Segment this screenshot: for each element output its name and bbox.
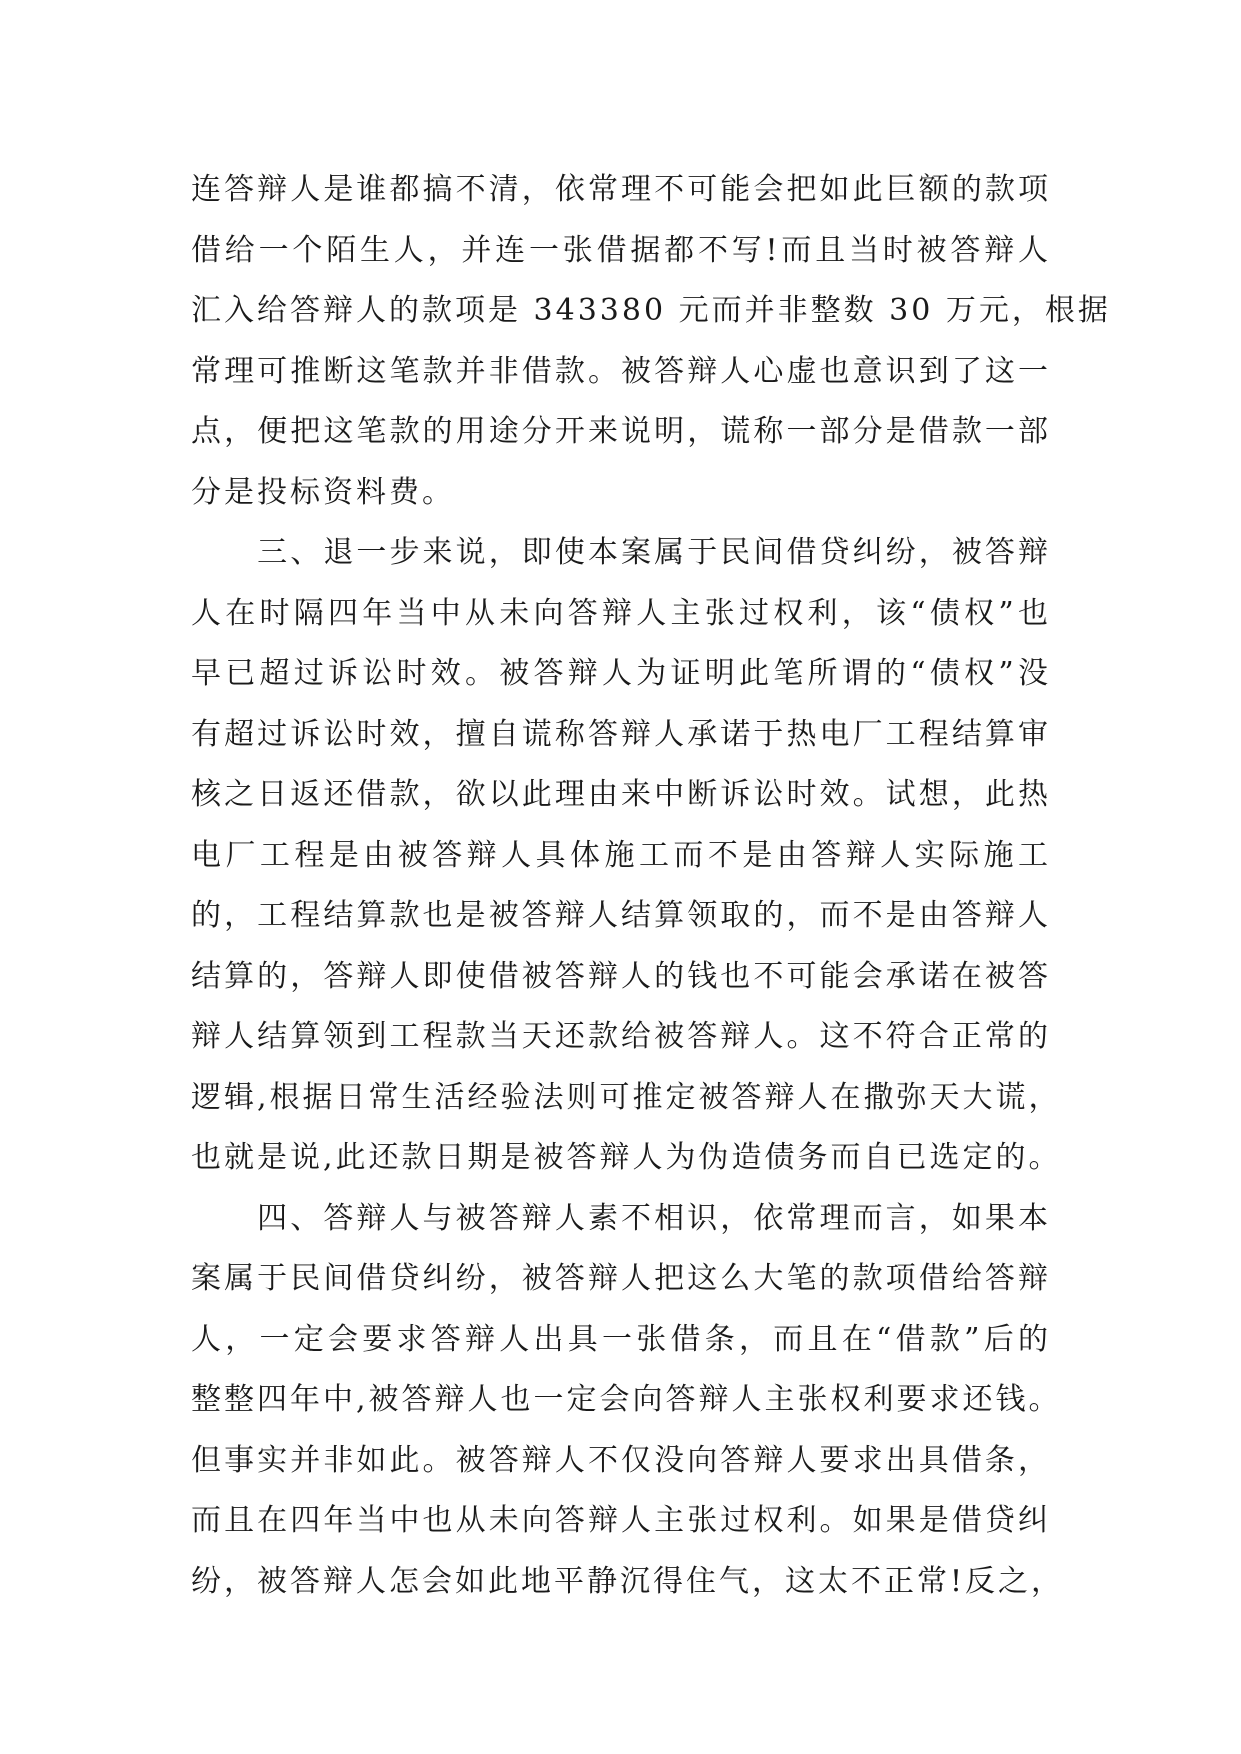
- text-line: 辩人结算领到工程款当天还款给被答辩人。这不符合正常的: [191, 1019, 1051, 1054]
- text-line: 结算的，答辩人即使借被答辩人的钱也不可能会承诺在被答: [191, 958, 1051, 994]
- text-line: 案属于民间借贷纠纷，被答辩人把这么大笔的款项借给答辩: [191, 1261, 1051, 1296]
- text-line: 三、退一步来说，即使本案属于民间借贷纠纷，被答辩: [191, 535, 1051, 570]
- text-line: 常理可推断这笔款并非借款。被答辩人心虚也意识到了这一: [191, 353, 1051, 389]
- text-line: 分是投标资料费。: [191, 474, 455, 510]
- text-line: 早已超过诉讼时效。被答辩人为证明此笔所谓的“债权”没: [191, 656, 1051, 691]
- text-line: 借给一个陌生人，并连一张借据都不写!而且当时被答辩人: [191, 232, 1051, 268]
- text-line: 纷，被答辩人怎会如此地平静沉得住气，这太不正常!反之，: [191, 1563, 1065, 1599]
- text-line: 人在时隔四年当中从未向答辩人主张过权利，该“债权”也: [191, 595, 1051, 631]
- text-line: 电厂工程是由被答辩人具体施工而不是由答辩人实际施工: [191, 837, 1051, 873]
- text-line: 点，便把这笔款的用途分开来说明，谎称一部分是借款一部: [191, 414, 1051, 449]
- text-line: 汇入给答辩人的款项是 343380 元而并非整数 30 万元，根据: [191, 293, 1111, 328]
- text-line: 也就是说,此还款日期是被答辩人为伪造债务而自已选定的。: [191, 1140, 1062, 1175]
- text-line: 人，一定会要求答辩人出具一张借条，而且在“借款”后的: [191, 1321, 1051, 1357]
- body-text: [191, 160, 1111, 1612]
- text-line: 有超过诉讼时效，擅自谎称答辩人承诺于热电厂工程结算审: [191, 716, 1051, 752]
- text-line: 连答辩人是谁都搞不清，依常理不可能会把如此巨额的款项: [191, 172, 1051, 207]
- text-line: 整整四年中,被答辩人也一定会向答辩人主张权利要求还钱。: [191, 1382, 1062, 1417]
- text-line: 四、答辩人与被答辩人素不相识，依常理而言，如果本: [191, 1200, 1051, 1236]
- text-line: 核之日返还借款，欲以此理由来中断诉讼时效。试想，此热: [191, 777, 1051, 812]
- text-line: 但事实并非如此。被答辩人不仅没向答辩人要求出具借条，: [191, 1442, 1051, 1478]
- text-line: 而且在四年当中也从未向答辩人主张过权利。如果是借贷纠: [191, 1503, 1051, 1538]
- text-line: 逻辑,根据日常生活经验法则可推定被答辩人在撒弥天大谎，: [191, 1079, 1062, 1115]
- text-line: 的，工程结算款也是被答辩人结算领取的，而不是由答辩人: [191, 898, 1051, 933]
